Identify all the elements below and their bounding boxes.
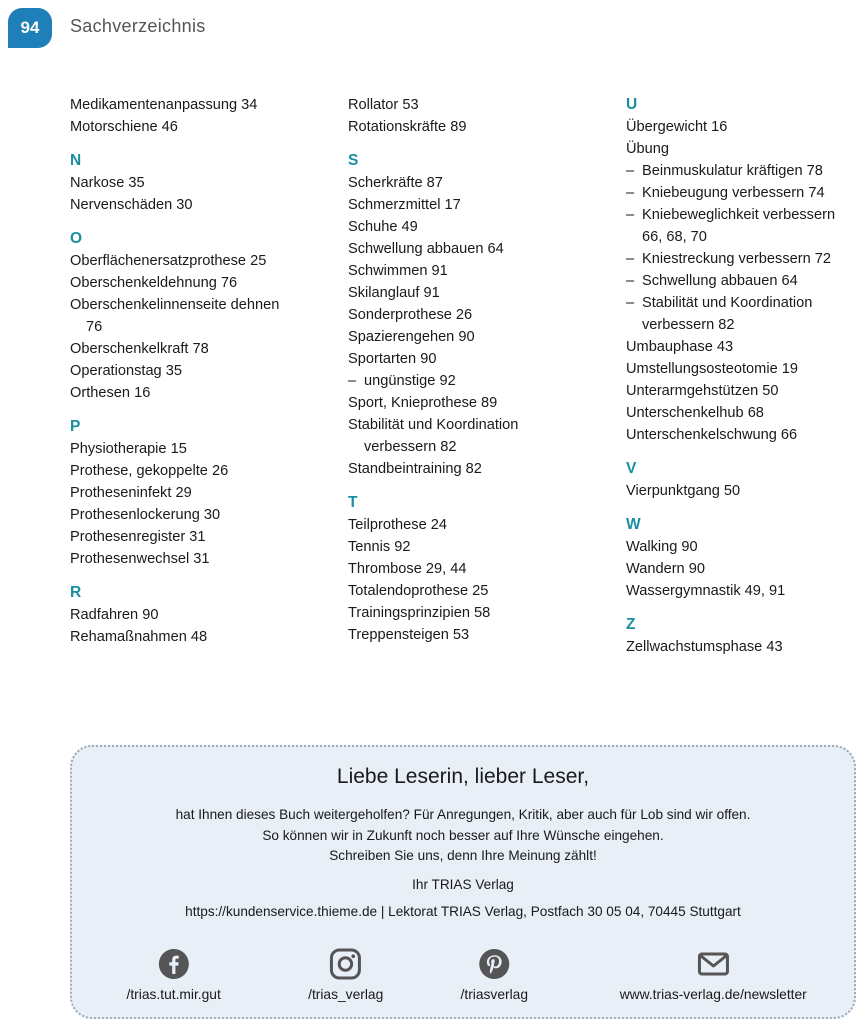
index-entry: Übung bbox=[626, 141, 670, 157]
index-entry: Umbauphase 43 bbox=[626, 339, 734, 355]
pinterest-icon bbox=[477, 947, 511, 981]
index-column-1 bbox=[70, 94, 332, 648]
index-entry: Wandern 90 bbox=[626, 561, 705, 577]
index-entry: Nervenschäden 30 bbox=[70, 197, 193, 213]
index-entry: Unterarmgehstützen 50 bbox=[626, 383, 779, 399]
index-subentry bbox=[348, 370, 610, 392]
index-subentry-text: Schwellung abbauen 64 bbox=[642, 273, 798, 289]
social-link-pinterest[interactable] bbox=[461, 947, 528, 1002]
dash-marker: – bbox=[626, 251, 635, 267]
dash-marker: – bbox=[626, 295, 635, 311]
index-entry: Vierpunktgang 50 bbox=[626, 483, 741, 499]
index-entry: Zellwachstumsphase 43 bbox=[626, 639, 783, 655]
index-entry: Thrombose 29, 44 bbox=[348, 561, 467, 577]
index-entry: Stabilität und Koordination bbox=[348, 417, 519, 433]
index-entry: Umstellungsosteotomie 19 bbox=[626, 361, 798, 377]
index-subentry bbox=[626, 160, 858, 182]
index-entry: Rotationskräfte 89 bbox=[348, 119, 467, 135]
index-entry-continuation: 76 bbox=[86, 319, 103, 335]
social-link-facebook[interactable] bbox=[127, 947, 221, 1002]
index-entry: Physiotherapie 15 bbox=[70, 441, 187, 457]
index-entry: Walking 90 bbox=[626, 539, 698, 555]
index-entry-continuation: verbessern 82 bbox=[364, 439, 457, 455]
dash-marker: – bbox=[626, 207, 635, 223]
index-entry: Teilprothese 24 bbox=[348, 517, 447, 533]
reader-box-line: Schreiben Sie uns, denn Ihre Meinung zählt! bbox=[329, 848, 597, 863]
index-entry: Totalendoprothese 25 bbox=[348, 583, 489, 599]
index-subentry bbox=[626, 292, 858, 314]
index-letter-heading: U bbox=[626, 96, 638, 113]
index-subentry-text: Kniebeugung verbessern 74 bbox=[642, 185, 825, 201]
reader-feedback-box bbox=[70, 745, 856, 1019]
reader-box-signature: Ihr TRIAS Verlag bbox=[412, 876, 514, 892]
index-entry: Oberschenkelkraft 78 bbox=[70, 341, 209, 357]
index-letter-heading: O bbox=[70, 230, 83, 247]
index-entry: Prothesenregister 31 bbox=[70, 529, 206, 545]
index-entry: Trainingsprinzipien 58 bbox=[348, 605, 491, 621]
index-entry: Medikamentenanpassung 34 bbox=[70, 97, 258, 113]
index-entry: Rehamaßnahmen 48 bbox=[70, 629, 208, 645]
index-group-m bbox=[70, 94, 332, 138]
reader-box-contact[interactable]: https://kundenservice.thieme.de | Lektorat TRIAS Verlag, Postfach 30 05 04, 70445 Stuttgart bbox=[185, 903, 741, 919]
social-link-newsletter[interactable] bbox=[620, 947, 807, 1002]
index-entry: Orthesen 16 bbox=[70, 385, 151, 401]
index-letter-heading: S bbox=[348, 152, 359, 169]
index-entry: Rollator 53 bbox=[348, 97, 419, 113]
index-entry: Prothese, gekoppelte 26 bbox=[70, 463, 229, 479]
index-subentry bbox=[626, 248, 858, 270]
index-subentry-text: ungünstige 92 bbox=[364, 373, 456, 389]
index-letter-heading: R bbox=[70, 584, 82, 601]
page-title: Sachverzeichnis bbox=[70, 16, 206, 36]
social-links bbox=[72, 947, 854, 1007]
index-entry: Schwellung abbauen 64 bbox=[348, 241, 504, 257]
index-entry: Sport, Knieprothese 89 bbox=[348, 395, 498, 411]
index-entry: Treppensteigen 53 bbox=[348, 627, 470, 643]
dash-marker: – bbox=[626, 163, 635, 179]
social-label: www.trias-verlag.de/newsletter bbox=[619, 987, 807, 1002]
index-entry: Prothesenwechsel 31 bbox=[70, 551, 210, 567]
index-entry: Wassergymnastik 49, 91 bbox=[626, 583, 786, 599]
index-column-3 bbox=[626, 94, 858, 658]
index-letter-heading: Z bbox=[626, 616, 636, 633]
index-entry: Scherkräfte 87 bbox=[348, 175, 443, 191]
index-entry: Radfahren 90 bbox=[70, 607, 159, 623]
reader-box-line: hat Ihnen dieses Buch weitergeholfen? Für Anregungen, Kritik, aber auch für Lob sind wir offen. bbox=[175, 807, 751, 822]
social-label: /triasverlag bbox=[460, 987, 529, 1002]
index-entry: Unterschenkelschwung 66 bbox=[626, 427, 798, 443]
index-entry: Spazierengehen 90 bbox=[348, 329, 475, 345]
mail-icon bbox=[696, 947, 730, 981]
index-entry-continuation: 66, 68, 70 bbox=[642, 229, 707, 245]
index-entry: Oberflächenersatzprothese 25 bbox=[70, 253, 267, 269]
index-entry: Motorschiene 46 bbox=[70, 119, 178, 135]
index-entry: Tennis 92 bbox=[348, 539, 411, 555]
instagram-icon bbox=[329, 947, 363, 981]
index-letter-heading: T bbox=[348, 494, 358, 511]
index-entry: Prothesenlockerung 30 bbox=[70, 507, 221, 523]
index-subentry-text: Kniestreckung verbessern 72 bbox=[642, 251, 832, 267]
index-entry: Schmerzmittel 17 bbox=[348, 197, 461, 213]
index-subentry bbox=[626, 182, 858, 204]
index-letter-heading: W bbox=[626, 516, 641, 533]
index-subentry-text: Stabilität und Koordination bbox=[642, 295, 813, 311]
index-entry: Schwimmen 91 bbox=[348, 263, 448, 279]
index-entry: Oberschenkeldehnung 76 bbox=[70, 275, 238, 291]
page-number-badge: 94 bbox=[8, 8, 52, 48]
dash-marker: – bbox=[626, 185, 635, 201]
index-entry: Operationstag 35 bbox=[70, 363, 182, 379]
index-subentry bbox=[626, 204, 858, 226]
facebook-icon bbox=[157, 947, 191, 981]
index-entry: Sportarten 90 bbox=[348, 351, 437, 367]
index-entry: Schuhe 49 bbox=[348, 219, 418, 235]
social-label: /trias.tut.mir.gut bbox=[126, 987, 221, 1002]
index-entry: Narkose 35 bbox=[70, 175, 145, 191]
index-entry: Skilanglauf 91 bbox=[348, 285, 440, 301]
index-entry: Protheseninfekt 29 bbox=[70, 485, 192, 501]
index-entry: Unterschenkelhub 68 bbox=[626, 405, 764, 421]
index-subentry-text: Kniebeweglichkeit verbessern bbox=[642, 207, 836, 223]
index-subentry bbox=[626, 270, 858, 292]
index-subentry-text: Beinmuskulatur kräftigen 78 bbox=[642, 163, 823, 179]
social-label: /trias_verlag bbox=[308, 987, 384, 1002]
reader-box-title: Liebe Leserin, lieber Leser, bbox=[336, 765, 590, 788]
index-entry: Sonderprothese 26 bbox=[348, 307, 473, 323]
index-entry: Übergewicht 16 bbox=[626, 119, 728, 135]
index-entry: Standbeintraining 82 bbox=[348, 461, 482, 477]
reader-box-line: So können wir in Zukunft noch besser auf Ihre Wünsche eingehen. bbox=[262, 827, 664, 843]
index-entry-continuation: verbessern 82 bbox=[642, 317, 735, 333]
dash-marker: – bbox=[348, 373, 357, 389]
social-link-instagram[interactable] bbox=[308, 947, 383, 1002]
reader-box-message bbox=[72, 805, 854, 867]
index-letter-heading: P bbox=[70, 418, 81, 435]
index-column-2 bbox=[348, 94, 610, 646]
index-entry: Oberschenkelinnenseite dehnen bbox=[70, 297, 280, 313]
index-letter-heading: N bbox=[70, 152, 82, 169]
index-letter-heading: V bbox=[626, 460, 637, 477]
dash-marker: – bbox=[626, 273, 635, 289]
